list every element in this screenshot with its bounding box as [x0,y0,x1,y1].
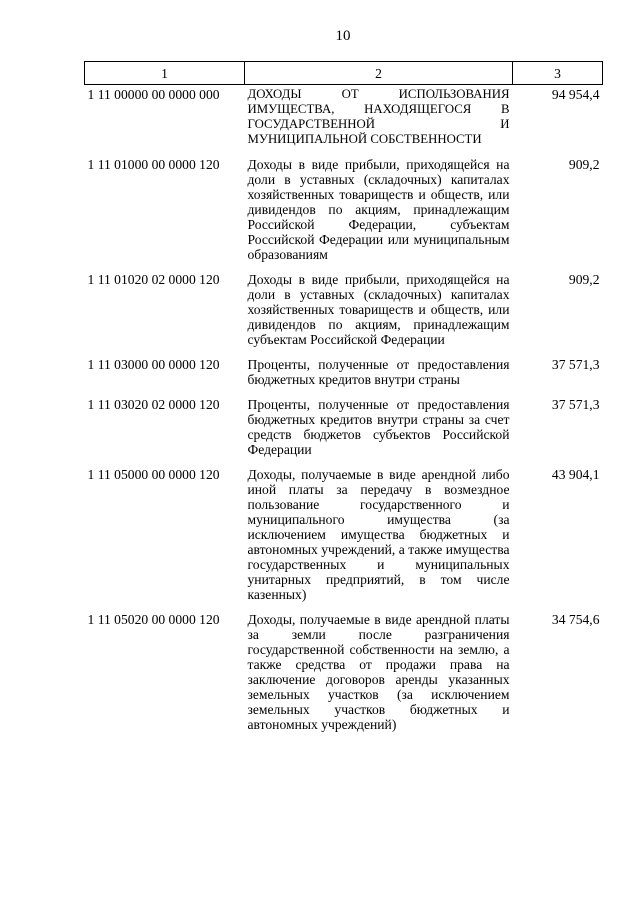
revenue-name: Доходы в виде прибыли, приходящейся на доли в уставных (складочных) капиталах хозяйственных товариществ и обществ, или дивидендов по акциям, принадлежащим субъектам Российской Федерации [247,272,510,347]
budget-code: 1 11 01020 02 0000 120 [87,272,220,287]
budget-code: 1 11 05000 00 0000 120 [87,467,220,482]
table-header-row [85,62,603,85]
table-row [85,270,603,355]
revenue-amount: 909,2 [568,157,600,172]
column-header-amount: 3 [513,62,603,85]
revenue-amount: 37 571,3 [551,357,600,372]
revenue-amount: 37 571,3 [551,397,600,412]
column-header-name: 2 [245,62,513,85]
budget-code: 1 11 03000 00 0000 120 [87,357,220,372]
revenue-amount: 909,2 [568,272,600,287]
revenue-amount: 34 754,6 [551,612,600,627]
table-row [85,610,603,740]
table-row [85,355,603,395]
revenue-name: ДОХОДЫ ОТ ИСПОЛЬЗОВАНИЯ ИМУЩЕСТВА, НАХОДЯЩЕГОСЯ В ГОСУДАРСТВЕННОЙ И МУНИЦИПАЛЬНОЙ СОБСТВЕННОСТИ [247,87,510,146]
revenue-name: Доходы, получаемые в виде арендной платы за земли после разграничения государственной собственности на землю, а также средства от продажи права на заключение договоров аренды указанных земельных участков (за исключением земельных участков бюджетных и автономных учреждений) [247,612,510,732]
budget-code: 1 11 03020 02 0000 120 [87,397,220,412]
page-number: 10 [335,28,351,44]
budget-code: 1 11 01000 00 0000 120 [87,157,220,172]
revenue-name: Доходы, получаемые в виде арендной либо иной платы за передачу в возмездное пользование государственного и муниципального имущества (за исключением имущества бюджетных и автономных учреждений, а также имущества государственных и муниципальных унитарных предприятий, в том числе казенных) [247,467,510,602]
revenue-amount: 43 904,1 [551,467,600,482]
table-row [85,155,603,270]
revenue-name: Проценты, полученные от предоставления бюджетных кредитов внутри страны [247,357,510,387]
revenue-table [84,61,603,740]
column-header-code: 1 [85,62,245,85]
budget-code: 1 11 00000 00 0000 000 [87,87,220,102]
revenue-amount: 94 954,4 [551,87,600,102]
revenue-name: Проценты, полученные от предоставления бюджетных кредитов внутри страны за счет средств бюджетов субъектов Российской Федерации [247,397,510,457]
table-row [85,395,603,465]
table-row [85,465,603,610]
table-row [85,85,603,156]
budget-code: 1 11 05020 00 0000 120 [87,612,220,627]
revenue-name: Доходы в виде прибыли, приходящейся на доли в уставных (складочных) капиталах хозяйственных товариществ и обществ, или дивидендов по акциям, принадлежащим Российской Федерации, субъектам Российской Федерации или муниципальным образованиям [247,157,510,262]
